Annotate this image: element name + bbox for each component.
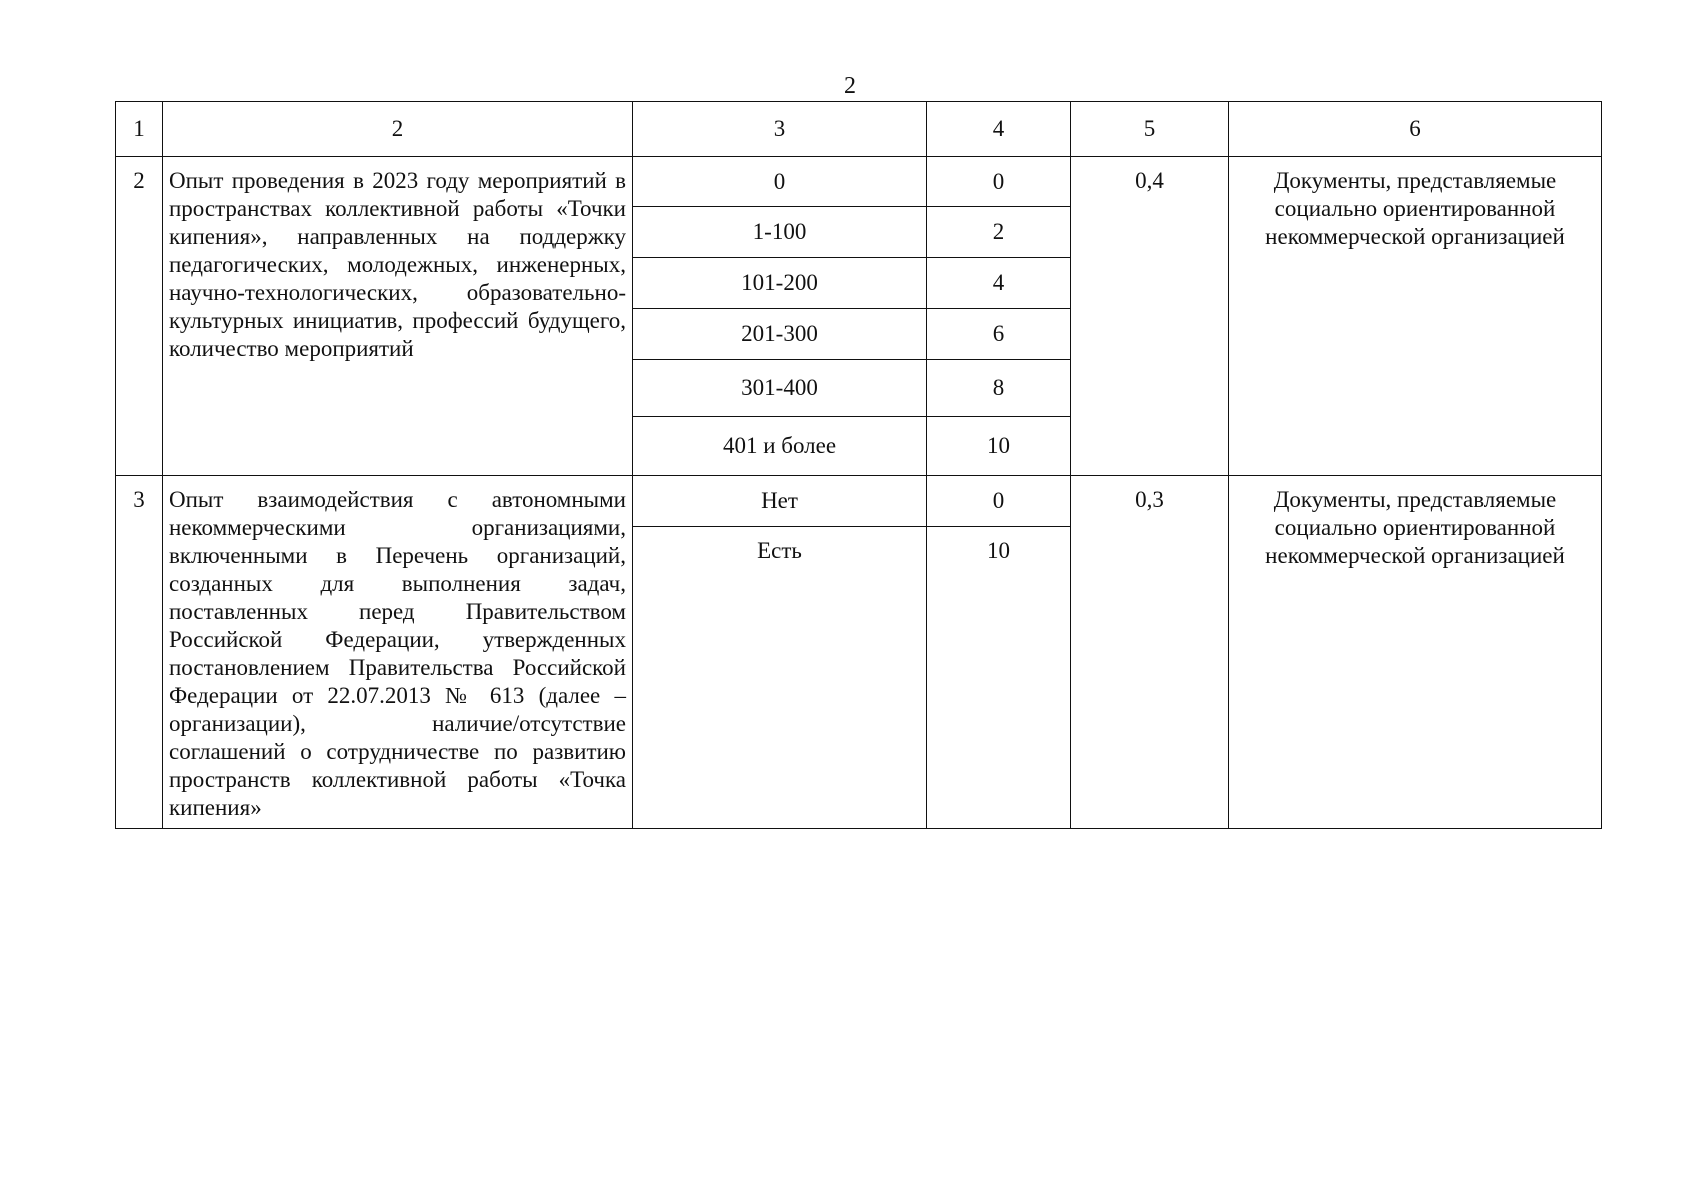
option-score: 10 (927, 527, 1071, 829)
criterion-row (116, 476, 1602, 527)
option-value: 301-400 (633, 360, 927, 417)
header-row (116, 102, 1602, 157)
criterion-number: 3 (116, 476, 163, 829)
option-score: 10 (927, 417, 1071, 476)
criterion-description: Опыт взаимодействия с автономными некоммерческими организациями, включенными в Перечень организаций, созданных для выполнения задач, поставленных перед Правительством Российской Федерации, утвержденных постановлением Правительства Российской Федерации от 22.07.2013 № 613 (далее – организации), наличие/отсутствие соглашений о сотрудничестве по развитию пространств коллективной работы «Точка кипения» (163, 476, 633, 829)
option-score: 0 (927, 157, 1071, 207)
option-value: 0 (633, 157, 927, 207)
option-score: 8 (927, 360, 1071, 417)
header-cell: 5 (1071, 102, 1229, 157)
option-score: 4 (927, 258, 1071, 309)
option-value: 401 и более (633, 417, 927, 476)
option-value: 101-200 (633, 258, 927, 309)
criterion-number: 2 (116, 157, 163, 476)
option-value: Нет (633, 476, 927, 527)
criterion-description: Опыт проведения в 2023 году мероприятий в пространствах коллективной работы «Точки кипения», направленных на поддержку педагогических, молодежных, инженерных, научно-технологических, образовательно-культурных инициатив, профессий будущего, количество мероприятий (163, 157, 633, 476)
criterion-row (116, 157, 1602, 207)
header-cell: 3 (633, 102, 927, 157)
criterion-weight: 0,4 (1071, 157, 1229, 476)
criteria-table (115, 101, 1602, 829)
option-value: 1-100 (633, 207, 927, 258)
header-cell: 4 (927, 102, 1071, 157)
option-score: 0 (927, 476, 1071, 527)
option-value: 201-300 (633, 309, 927, 360)
option-score: 2 (927, 207, 1071, 258)
page-number: 2 (844, 73, 856, 99)
criterion-documents: Документы, представляемые социально ориентированной некоммерческой организацией (1229, 157, 1602, 476)
option-score: 6 (927, 309, 1071, 360)
header-cell: 2 (163, 102, 633, 157)
header-cell: 1 (116, 102, 163, 157)
criterion-weight: 0,3 (1071, 476, 1229, 829)
option-value: Есть (633, 527, 927, 829)
header-cell: 6 (1229, 102, 1602, 157)
criterion-documents: Документы, представляемые социально ориентированной некоммерческой организацией (1229, 476, 1602, 829)
